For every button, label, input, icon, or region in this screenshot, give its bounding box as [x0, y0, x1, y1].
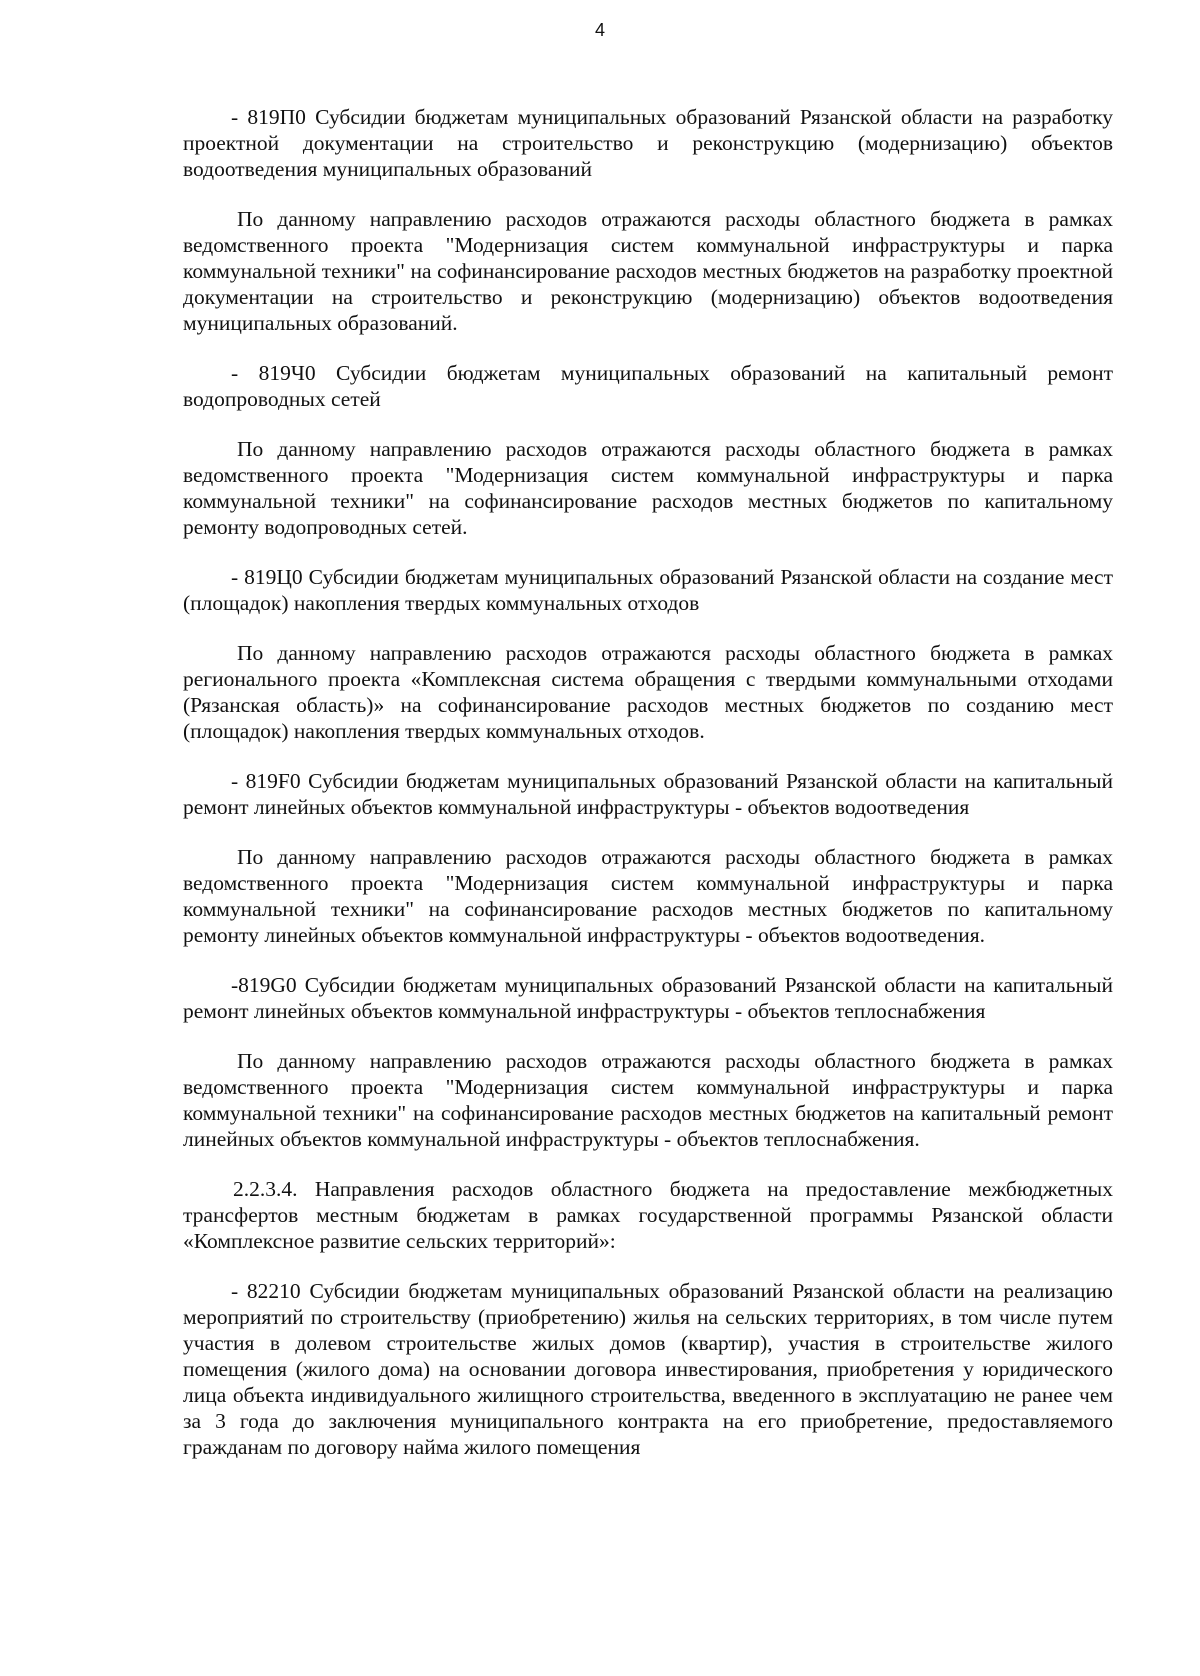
description-819ts0: По данному направлению расходов отражаются расходы областного бюджета в рамках регионального проекта «Комплексная система обращения с твердыми коммунальными отходами (Рязанская область)» на софинансирование расходов местных бюджетов по созданию мест (площадок) накопления твердых коммунальных отходов.	[183, 641, 1113, 743]
description-819g0: По данному направлению расходов отражаются расходы областного бюджета в рамках ведомственного проекта "Модернизация систем коммунальной инфраструктуры и парка коммунальной техники" на софинансирование расходов местных бюджетов на капитальный ремонт линейных объектов коммунальной инфраструктуры - объектов теплоснабжения.	[183, 1049, 1113, 1151]
document-body	[183, 104, 1113, 1460]
item-819ch0: - 819Ч0 Субсидии бюджетам муниципальных образований на капитальный ремонт водопроводных сетей	[183, 361, 1113, 411]
item-819p0: - 819П0 Субсидии бюджетам муниципальных образований Рязанской области на разработку проектной документации на строительство и реконструкцию (модернизацию) объектов водоотведения муниципальных образований	[183, 105, 1113, 181]
section-2-2-3-4: 2.2.3.4. Направления расходов областного бюджета на предоставление межбюджетных трансфертов местным бюджетам в рамках государственной программы Рязанской области «Комплексное развитие сельских территорий»:	[183, 1177, 1113, 1253]
item-819ts0: - 819Ц0 Субсидии бюджетам муниципальных образований Рязанской области на создание мест (площадок) накопления твердых коммунальных отходов	[183, 565, 1113, 615]
item-819g0: -819G0 Субсидии бюджетам муниципальных образований Рязанской области на капитальный ремонт линейных объектов коммунальной инфраструктуры - объектов теплоснабжения	[183, 973, 1113, 1023]
item-819f0: - 819F0 Субсидии бюджетам муниципальных образований Рязанской области на капитальный ремонт линейных объектов коммунальной инфраструктуры - объектов водоотведения	[183, 769, 1113, 819]
description-819ch0: По данному направлению расходов отражаются расходы областного бюджета в рамках ведомственного проекта "Модернизация систем коммунальной инфраструктуры и парка коммунальной техники" на софинансирование расходов местных бюджетов по капитальному ремонту водопроводных сетей.	[183, 437, 1113, 539]
page-number: 4	[594, 20, 605, 40]
item-82210: - 82210 Субсидии бюджетам муниципальных образований Рязанской области на реализацию мероприятий по строительству (приобретению) жилья на сельских территориях, в том числе путем участия в долевом строительстве жилых домов (квартир), участия в строительстве жилого помещения (жилого дома) на основании договора инвестирования, приобретения у юридического лица объекта индивидуального жилищного строительства, введенного в эксплуатацию не ранее чем за 3 года до заключения муниципального контракта на его приобретение, предоставляемого гражданам по договору найма жилого помещения	[183, 1279, 1113, 1459]
description-819f0: По данному направлению расходов отражаются расходы областного бюджета в рамках ведомственного проекта "Модернизация систем коммунальной инфраструктуры и парка коммунальной техники" на софинансирование расходов местных бюджетов по капитальному ремонту линейных объектов коммунальной инфраструктуры - объектов водоотведения.	[183, 845, 1113, 947]
description-819p0: По данному направлению расходов отражаются расходы областного бюджета в рамках ведомственного проекта "Модернизация систем коммунальной инфраструктуры и парка коммунальной техники" на софинансирование расходов местных бюджетов на разработку проектной документации на строительство и реконструкцию (модернизацию) объектов водоотведения муниципальных образований.	[183, 207, 1113, 335]
